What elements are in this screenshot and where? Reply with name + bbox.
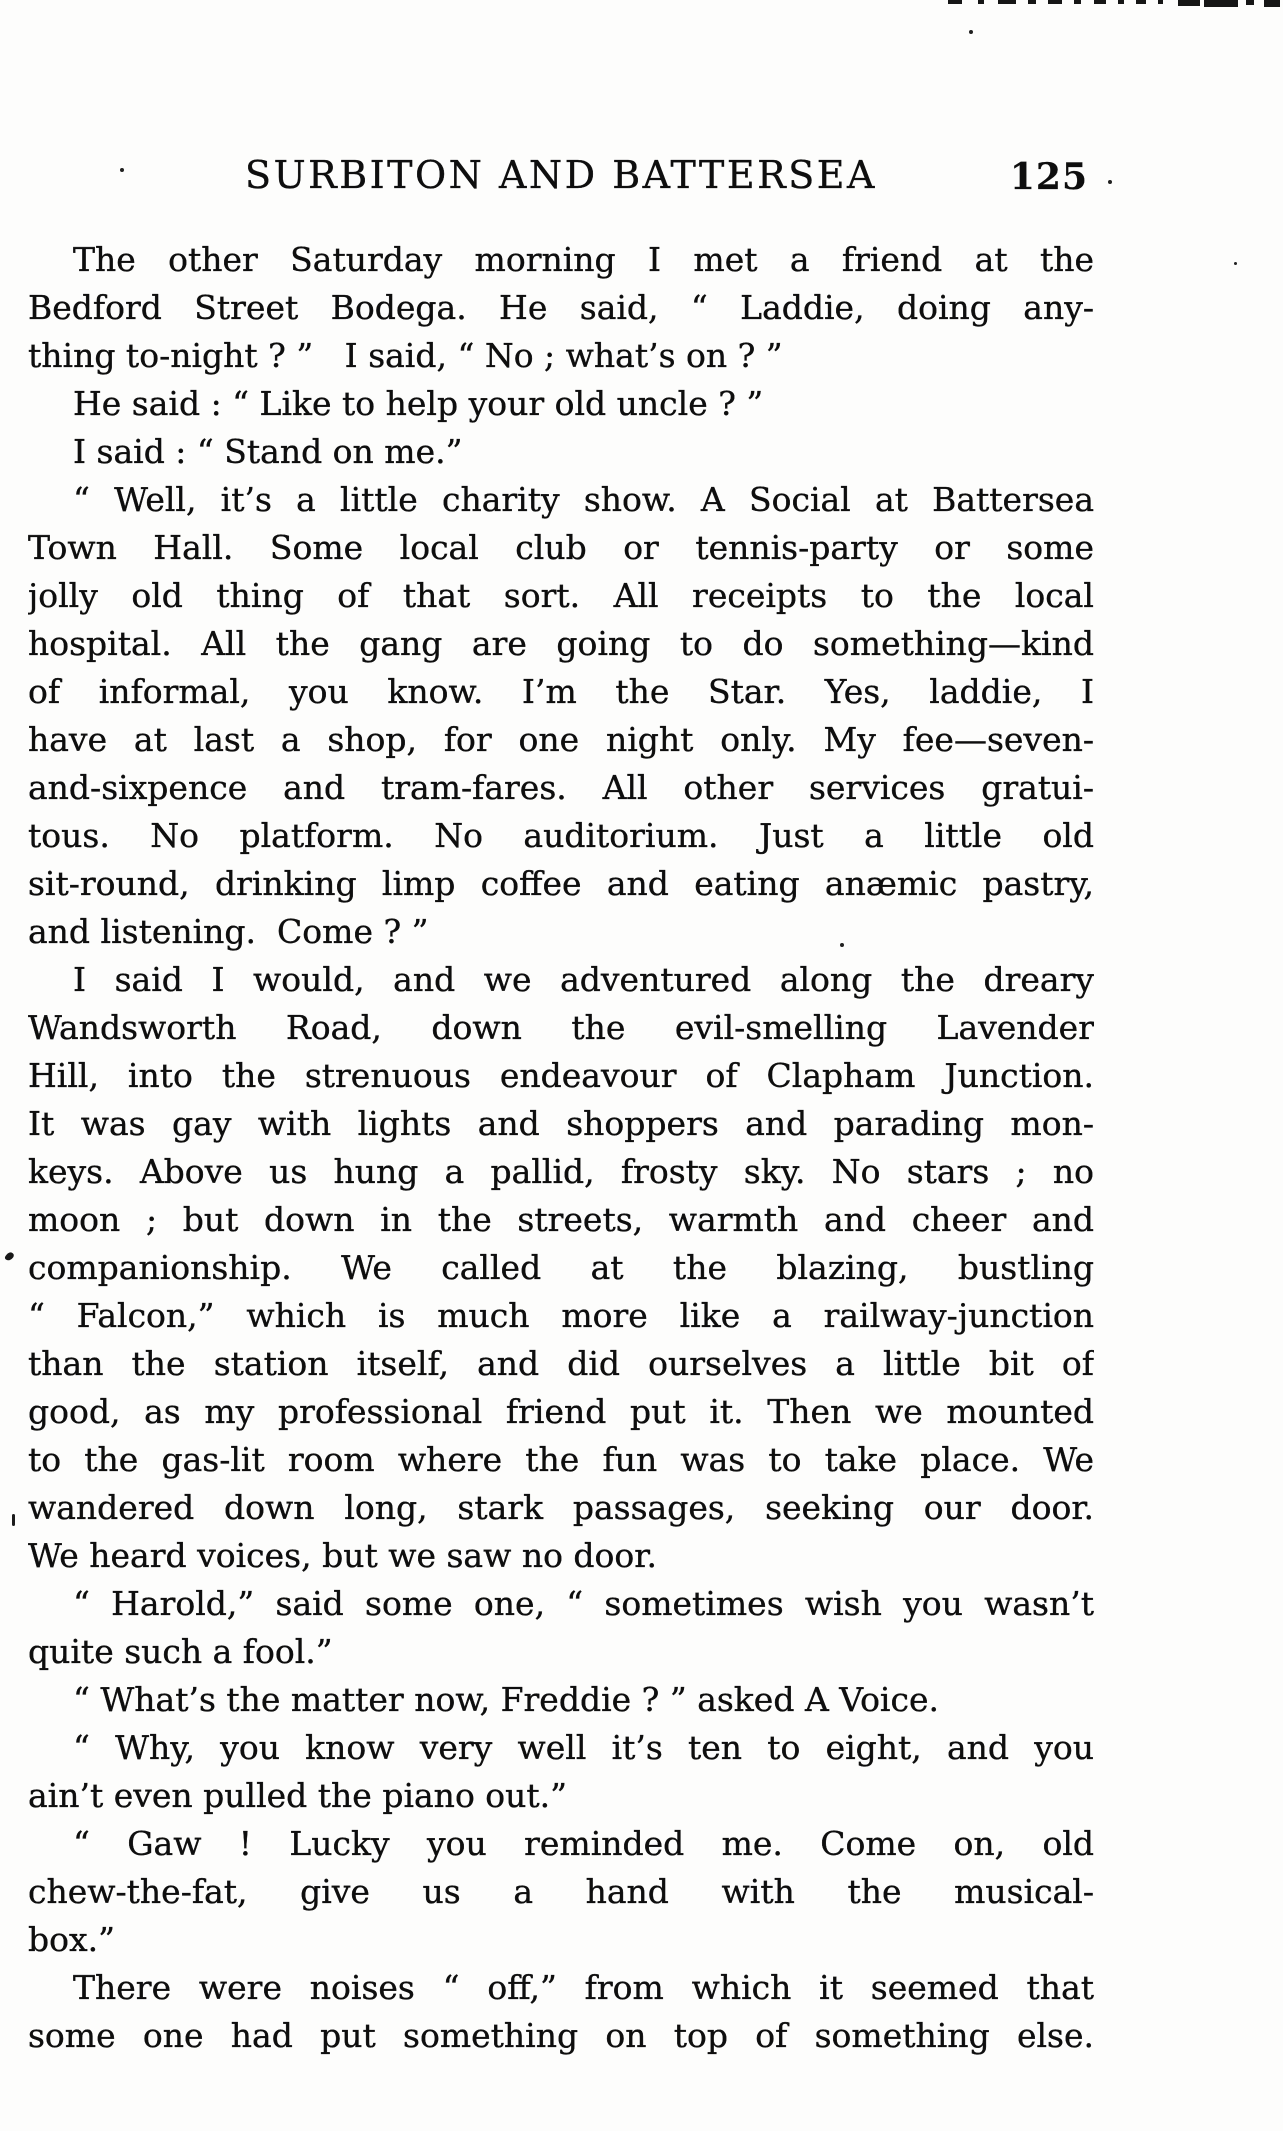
scan-artifact xyxy=(1246,0,1254,5)
paragraph xyxy=(28,236,1094,380)
text-line: Bedford Street Bodega. He said, “ Laddie, doing any- xyxy=(28,288,1094,327)
page-number: 125 xyxy=(1009,156,1088,198)
chapter-title: SURBITON AND BATTERSEA xyxy=(245,153,877,197)
text-line: “ What’s the matter now, Freddie ? ” asked A Voice. xyxy=(73,1680,939,1719)
scan-artifact xyxy=(1048,0,1062,4)
paragraph xyxy=(28,956,1094,1580)
text-line: tous. No platform. No auditorium. Just a little old xyxy=(28,816,1094,855)
paragraph xyxy=(28,1724,1094,1820)
text-line: Town Hall. Some local club or tennis-party or some xyxy=(28,528,1094,567)
text-line: ain’t even pulled the piano out.” xyxy=(28,1776,568,1815)
scan-artifact xyxy=(998,0,1016,4)
scan-artifact xyxy=(1118,0,1124,4)
text-line: There were noises “ off,” from which it seemed that xyxy=(73,1968,1094,2007)
text-line: good, as my professional friend put it. Then we mounted xyxy=(28,1392,1094,1431)
text-line: thing to-night ? ” I said, “ No ; what’s on ? ” xyxy=(28,336,783,375)
text-line: “ Gaw ! Lucky you reminded me. Come on, old xyxy=(73,1824,1094,1863)
scan-artifact xyxy=(1204,0,1238,7)
body-text xyxy=(28,236,1094,2060)
scan-artifact xyxy=(1094,0,1106,4)
text-block xyxy=(28,150,1094,2060)
scan-artifact xyxy=(948,0,962,4)
ink-dot xyxy=(969,30,973,34)
ink-smudge xyxy=(12,1514,15,1526)
paragraph xyxy=(28,1820,1094,1964)
scan-artifact xyxy=(1178,0,1200,6)
paragraph xyxy=(28,428,1094,476)
scan-artifact xyxy=(1028,0,1036,4)
scan-artifact xyxy=(1264,0,1280,7)
text-line: “ Harold,” said some one, “ sometimes wish you wasn’t xyxy=(73,1584,1094,1623)
text-line: It was gay with lights and shoppers and parading mon- xyxy=(28,1104,1094,1143)
scan-artifact xyxy=(1136,0,1146,4)
ink-dot xyxy=(1108,180,1112,184)
ink-smudge xyxy=(4,1251,15,1262)
text-line: hospital. All the gang are going to do something—kind xyxy=(28,624,1094,663)
scan-artifact xyxy=(1074,0,1081,4)
text-line: We heard voices, but we saw no door. xyxy=(28,1536,657,1575)
text-line: than the station itself, and did ourselves a little bit of xyxy=(28,1344,1094,1383)
text-line: He said : “ Like to help your old uncle ? ” xyxy=(73,384,764,423)
scan-artifact xyxy=(978,0,984,4)
ink-dot xyxy=(1234,262,1237,265)
paragraph xyxy=(28,1580,1094,1676)
text-line: I said : “ Stand on me.” xyxy=(73,432,463,471)
text-line: Wandsworth Road, down the evil-smelling Lavender xyxy=(28,1008,1094,1047)
text-line: of informal, you know. I’m the Star. Yes, laddie, I xyxy=(28,672,1094,711)
text-line: The other Saturday morning I met a friend at the xyxy=(73,240,1094,279)
text-line: and-sixpence and tram-fares. All other services gratui- xyxy=(28,768,1094,807)
paragraph xyxy=(28,476,1094,956)
text-line: “ Why, you know very well it’s ten to eight, and you xyxy=(73,1728,1094,1767)
text-line: “ Well, it’s a little charity show. A Social at Battersea xyxy=(73,480,1094,519)
paragraph xyxy=(28,380,1094,428)
scan-artifact xyxy=(1158,0,1163,4)
text-line: Hill, into the strenuous endeavour of Clapham Junction. xyxy=(28,1056,1094,1095)
paragraph xyxy=(28,1676,1094,1724)
text-line: sit-round, drinking limp coffee and eating anæmic pastry, xyxy=(28,864,1094,903)
text-line: and listening. Come ? ” xyxy=(28,912,429,951)
text-line: some one had put something on top of something else. xyxy=(28,2016,1094,2055)
text-line: wandered down long, stark passages, seeking our door. xyxy=(28,1488,1094,1527)
text-line: “ Falcon,” which is much more like a railway-junction xyxy=(28,1296,1094,1335)
text-line: I said I would, and we adventured along the dreary xyxy=(73,960,1094,999)
text-line: keys. Above us hung a pallid, frosty sky. No stars ; no xyxy=(28,1152,1094,1191)
text-line: have at last a shop, for one night only. My fee—seven- xyxy=(28,720,1094,759)
text-line: jolly old thing of that sort. All receipts to the local xyxy=(28,576,1094,615)
text-line: quite such a fool.” xyxy=(28,1632,333,1671)
text-line: chew-the-fat, give us a hand with the musical- xyxy=(28,1872,1094,1911)
text-line: box.” xyxy=(28,1920,115,1959)
text-line: moon ; but down in the streets, warmth and cheer and xyxy=(28,1200,1094,1239)
text-line: to the gas-lit room where the fun was to take place. We xyxy=(28,1440,1094,1479)
running-head xyxy=(28,150,1094,200)
text-line: companionship. We called at the blazing, bustling xyxy=(28,1248,1094,1287)
paragraph xyxy=(28,1964,1094,2060)
